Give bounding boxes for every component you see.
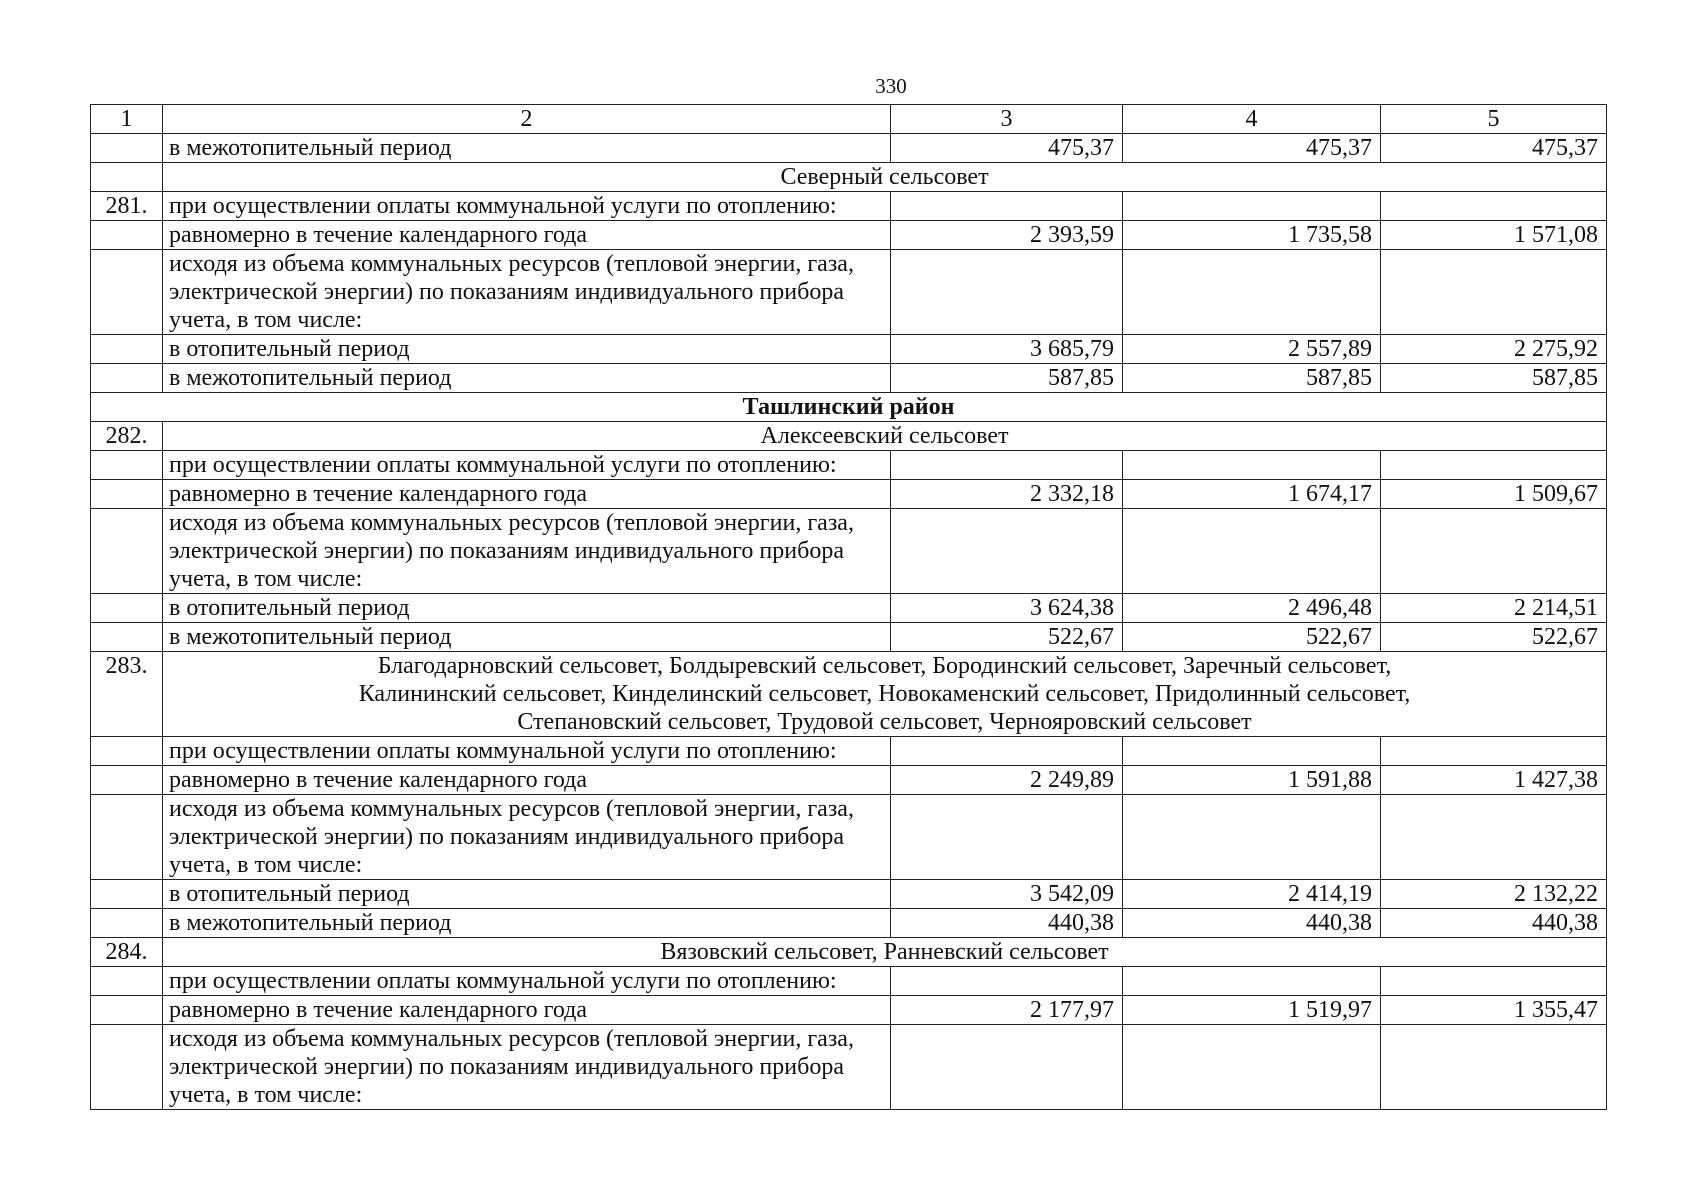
value-col-4: 2 414,19 (1123, 880, 1381, 909)
table-row (91, 192, 1607, 221)
column-header: 5 (1381, 105, 1607, 134)
table-row (91, 737, 1607, 766)
section-row (91, 163, 1607, 192)
row-label: в межотопительный период (163, 364, 891, 393)
value-col-5: 1 571,08 (1381, 221, 1607, 250)
row-number (91, 250, 163, 335)
district-title: Ташлинский район (91, 393, 1607, 422)
row-label: в отопительный период (163, 594, 891, 623)
table-row (91, 909, 1607, 938)
value-col-3 (891, 192, 1123, 221)
column-header: 2 (163, 105, 891, 134)
value-col-3 (891, 250, 1123, 335)
table-row (91, 766, 1607, 795)
column-header: 3 (891, 105, 1123, 134)
value-col-5 (1381, 967, 1607, 996)
row-number: 281. (91, 192, 163, 221)
row-label: равномерно в течение календарного года (163, 996, 891, 1025)
value-col-4 (1123, 737, 1381, 766)
section-row (91, 422, 1607, 451)
row-label: исходя из объема коммунальных ресурсов (тепловой энергии, газа, электрической энергии) по показаниям индивидуального прибора учета, в том числе: (163, 795, 891, 880)
value-col-4: 1 591,88 (1123, 766, 1381, 795)
row-number (91, 967, 163, 996)
row-label: в межотопительный период (163, 134, 891, 163)
row-number (91, 1025, 163, 1110)
value-col-5 (1381, 509, 1607, 594)
row-label: в отопительный период (163, 335, 891, 364)
value-col-5: 1 427,38 (1381, 766, 1607, 795)
row-number (91, 134, 163, 163)
value-col-4: 1 735,58 (1123, 221, 1381, 250)
column-header: 4 (1123, 105, 1381, 134)
table-row (91, 996, 1607, 1025)
value-col-4 (1123, 1025, 1381, 1110)
value-col-3: 587,85 (891, 364, 1123, 393)
table-row (91, 795, 1607, 880)
value-col-4 (1123, 967, 1381, 996)
table-row (91, 250, 1607, 335)
row-label: исходя из объема коммунальных ресурсов (тепловой энергии, газа, электрической энергии) по показаниям индивидуального прибора учета, в том числе: (163, 1025, 891, 1110)
row-number (91, 335, 163, 364)
table-header-row (91, 105, 1607, 134)
row-label: исходя из объема коммунальных ресурсов (тепловой энергии, газа, электрической энергии) по показаниям индивидуального прибора учета, в том числе: (163, 250, 891, 335)
row-label: в отопительный период (163, 880, 891, 909)
value-col-5 (1381, 192, 1607, 221)
value-col-4 (1123, 451, 1381, 480)
value-col-5: 2 275,92 (1381, 335, 1607, 364)
row-number (91, 880, 163, 909)
value-col-5 (1381, 795, 1607, 880)
row-label: равномерно в течение календарного года (163, 480, 891, 509)
value-col-3 (891, 1025, 1123, 1110)
table-row (91, 623, 1607, 652)
value-col-3: 3 624,38 (891, 594, 1123, 623)
row-number (91, 795, 163, 880)
value-col-4: 587,85 (1123, 364, 1381, 393)
row-number (91, 594, 163, 623)
district-row (91, 393, 1607, 422)
section-title: Алексеевский сельсовет (163, 422, 1607, 451)
row-label: равномерно в течение календарного года (163, 766, 891, 795)
row-number (91, 766, 163, 795)
value-col-3: 2 177,97 (891, 996, 1123, 1025)
section-title: Благодарновский сельсовет, Болдыревский сельсовет, Бородинский сельсовет, Заречный сельсовет, Калининский сельсовет, Кинделинский сельсовет, Новокаменский сельсовет, Придолинный сельсовет, Степановский сельсовет, Трудовой сельсовет, Чернояровский сельсовет (163, 652, 1607, 737)
row-label: при осуществлении оплаты коммунальной услуги по отоплению: (163, 451, 891, 480)
value-col-3 (891, 967, 1123, 996)
row-label: исходя из объема коммунальных ресурсов (тепловой энергии, газа, электрической энергии) по показаниям индивидуального прибора учета, в том числе: (163, 509, 891, 594)
value-col-4: 1 674,17 (1123, 480, 1381, 509)
value-col-5: 2 132,22 (1381, 880, 1607, 909)
row-number (91, 623, 163, 652)
row-number (91, 996, 163, 1025)
table-row (91, 364, 1607, 393)
value-col-5 (1381, 1025, 1607, 1110)
value-col-4: 2 557,89 (1123, 335, 1381, 364)
section-row (91, 652, 1607, 737)
value-col-4: 522,67 (1123, 623, 1381, 652)
row-label: при осуществлении оплаты коммунальной услуги по отоплению: (163, 737, 891, 766)
tariff-table (90, 104, 1607, 1110)
value-col-4 (1123, 509, 1381, 594)
table-row (91, 880, 1607, 909)
value-col-5 (1381, 737, 1607, 766)
section-title: Северный сельсовет (163, 163, 1607, 192)
value-col-3 (891, 451, 1123, 480)
table-row (91, 967, 1607, 996)
table-row (91, 480, 1607, 509)
row-label: в межотопительный период (163, 909, 891, 938)
value-col-5 (1381, 451, 1607, 480)
row-label: в межотопительный период (163, 623, 891, 652)
page-number: 330 (875, 74, 907, 98)
value-col-4: 475,37 (1123, 134, 1381, 163)
value-col-5: 440,38 (1381, 909, 1607, 938)
row-number (91, 364, 163, 393)
value-col-3 (891, 509, 1123, 594)
row-number (91, 163, 163, 192)
value-col-5: 2 214,51 (1381, 594, 1607, 623)
section-title: Вязовский сельсовет, Ранневский сельсовет (163, 938, 1607, 967)
value-col-3: 440,38 (891, 909, 1123, 938)
value-col-5: 587,85 (1381, 364, 1607, 393)
value-col-3: 3 685,79 (891, 335, 1123, 364)
value-col-3: 2 332,18 (891, 480, 1123, 509)
row-number (91, 909, 163, 938)
row-number (91, 221, 163, 250)
row-number (91, 480, 163, 509)
value-col-3: 3 542,09 (891, 880, 1123, 909)
row-number: 283. (91, 652, 163, 737)
section-row (91, 938, 1607, 967)
value-col-4: 2 496,48 (1123, 594, 1381, 623)
row-number (91, 737, 163, 766)
table-row (91, 509, 1607, 594)
table-row (91, 134, 1607, 163)
table-row (91, 1025, 1607, 1110)
row-label: при осуществлении оплаты коммунальной услуги по отоплению: (163, 192, 891, 221)
row-label: при осуществлении оплаты коммунальной услуги по отоплению: (163, 967, 891, 996)
row-number (91, 509, 163, 594)
value-col-5: 1 355,47 (1381, 996, 1607, 1025)
row-number: 284. (91, 938, 163, 967)
value-col-4 (1123, 795, 1381, 880)
value-col-5: 475,37 (1381, 134, 1607, 163)
value-col-3 (891, 737, 1123, 766)
value-col-3: 522,67 (891, 623, 1123, 652)
value-col-4 (1123, 192, 1381, 221)
value-col-4: 1 519,97 (1123, 996, 1381, 1025)
value-col-3: 475,37 (891, 134, 1123, 163)
row-label: равномерно в течение календарного года (163, 221, 891, 250)
table-row (91, 221, 1607, 250)
value-col-3 (891, 795, 1123, 880)
value-col-5: 1 509,67 (1381, 480, 1607, 509)
value-col-3: 2 393,59 (891, 221, 1123, 250)
value-col-3: 2 249,89 (891, 766, 1123, 795)
table-row (91, 594, 1607, 623)
column-header: 1 (91, 105, 163, 134)
value-col-5: 522,67 (1381, 623, 1607, 652)
row-number (91, 451, 163, 480)
value-col-4: 440,38 (1123, 909, 1381, 938)
table-row (91, 451, 1607, 480)
row-number: 282. (91, 422, 163, 451)
value-col-5 (1381, 250, 1607, 335)
value-col-4 (1123, 250, 1381, 335)
table-row (91, 335, 1607, 364)
